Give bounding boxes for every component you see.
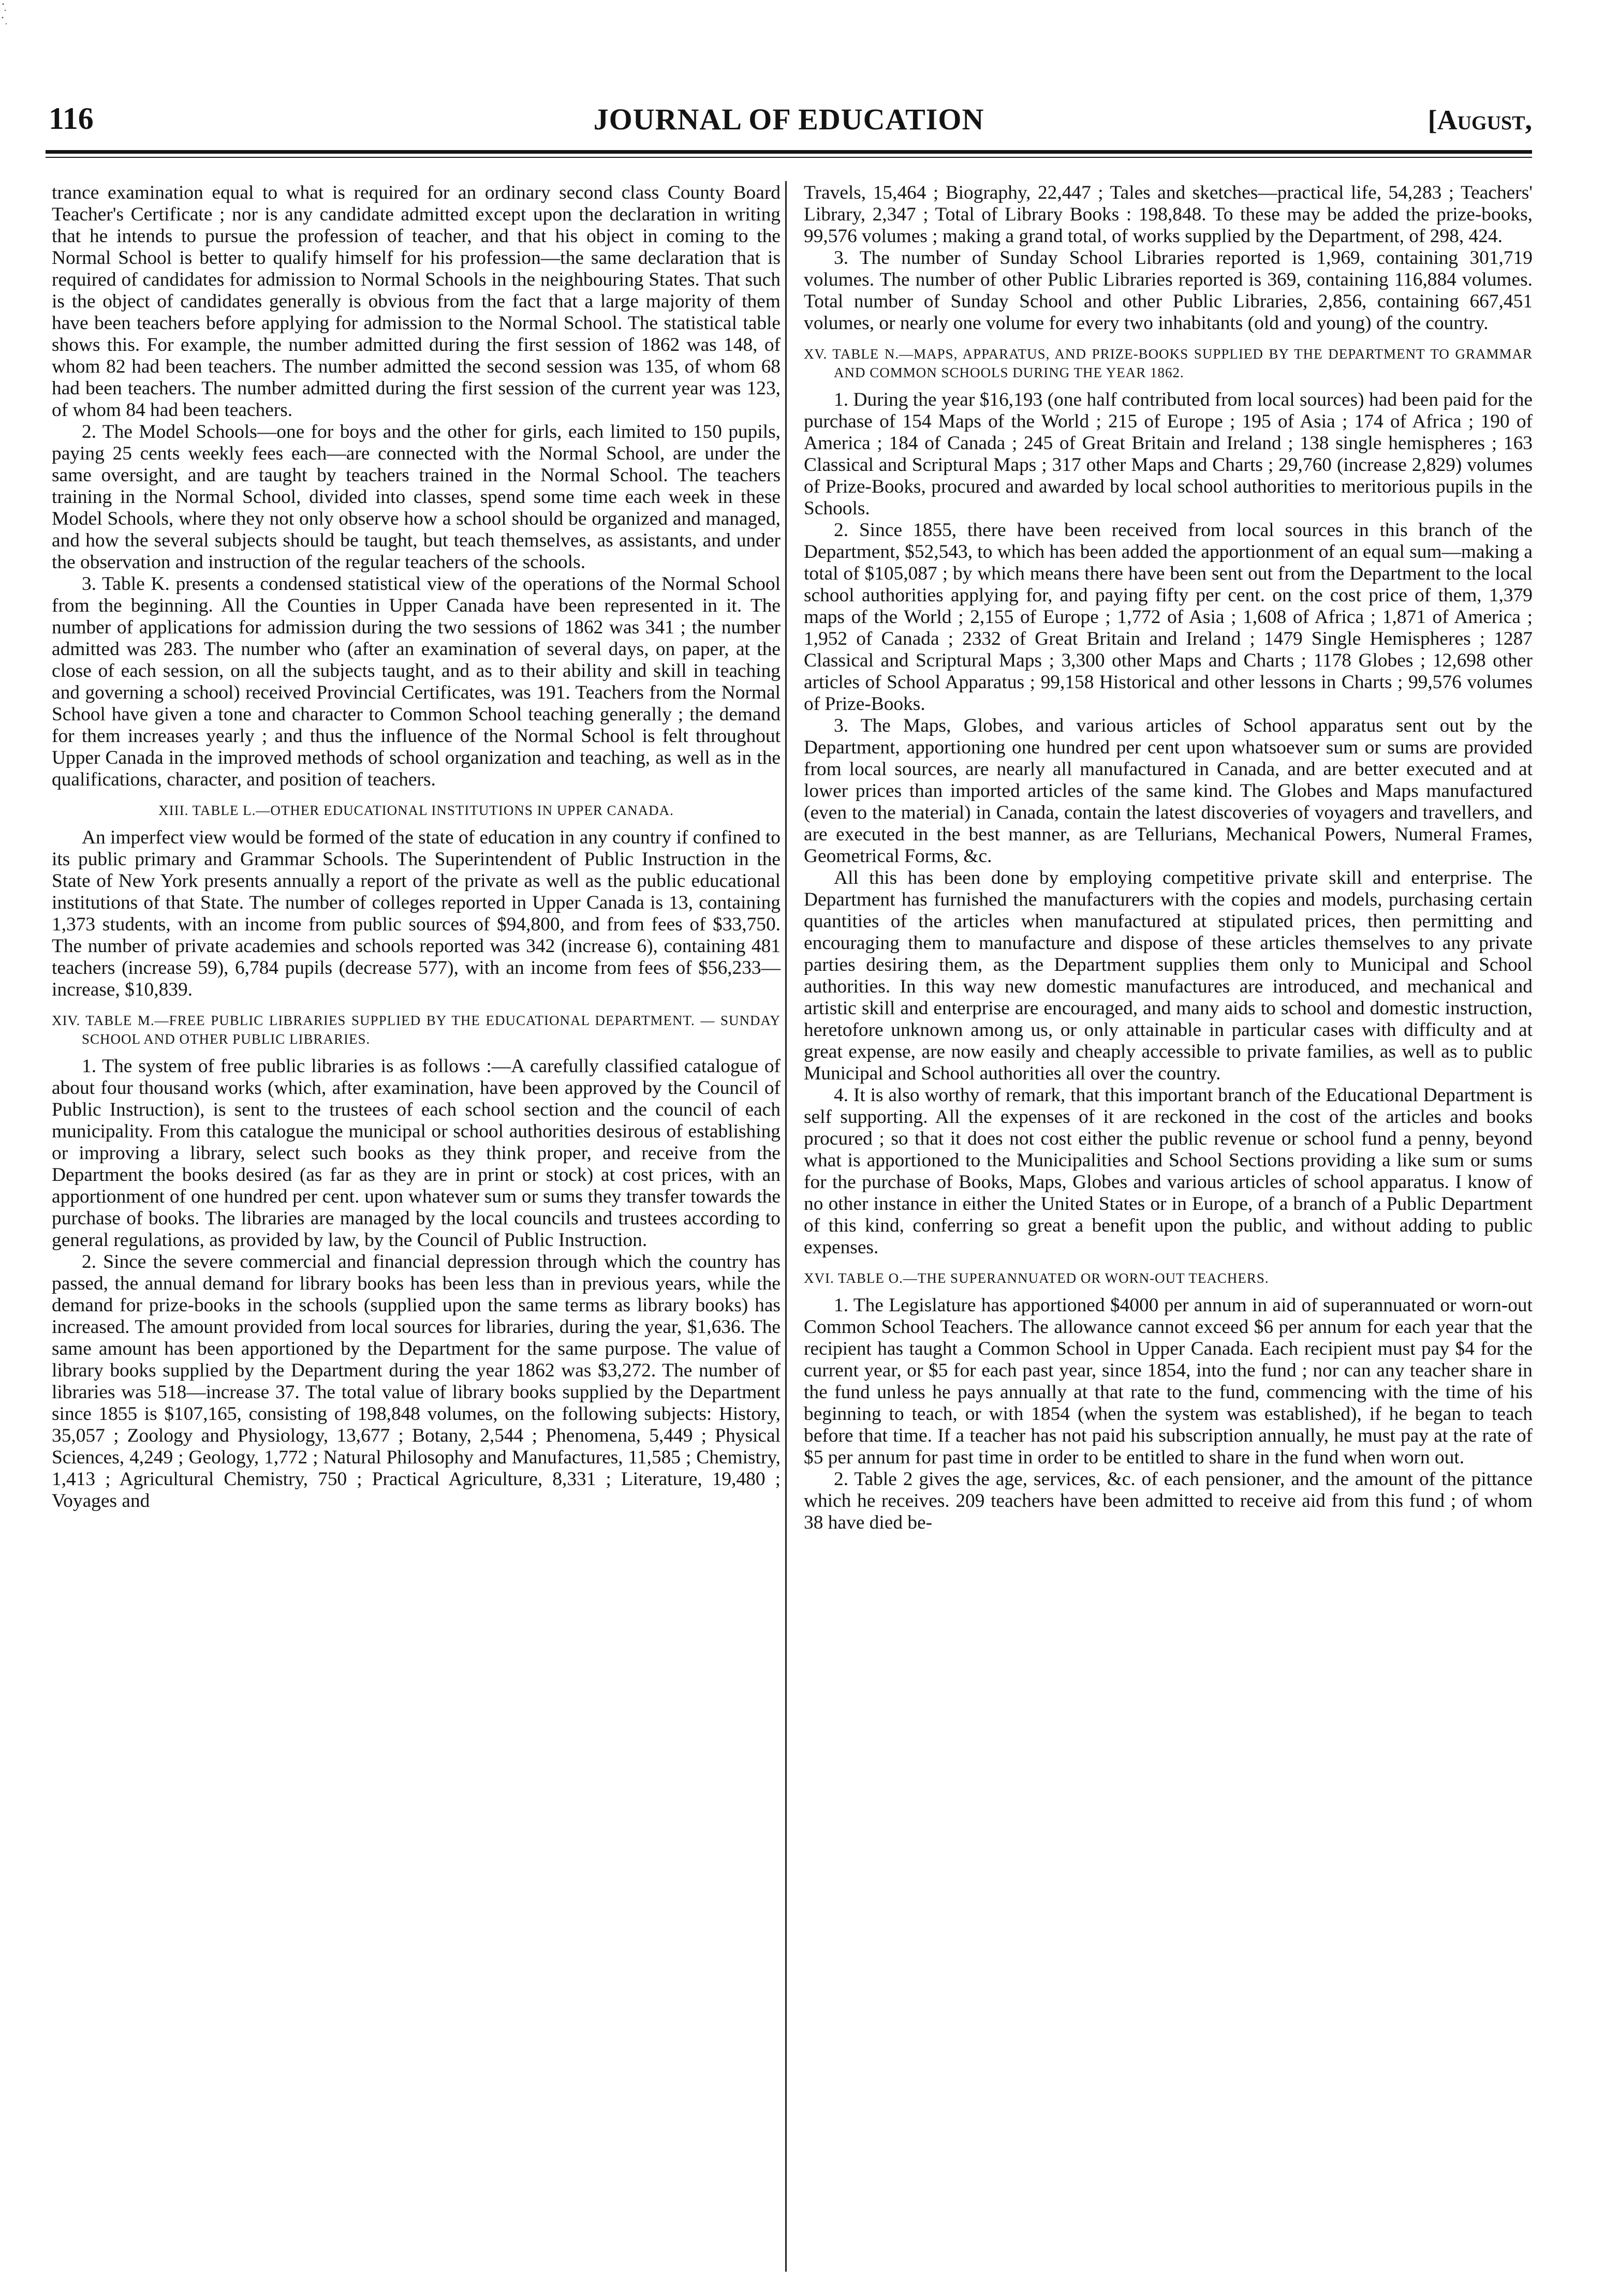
margin-specks — [0, 0, 10, 31]
header-rule-thin — [46, 157, 1532, 158]
paragraph: 4. It is also worthy of remark, that this important branch of the Educational Department is self supporting. All the expenses of it are reckoned in the cost of the articles and books procured ; so that it does not cost either the public revenue or school fund a penny, beyond what is apportioned to the Municipalities and School Sections providing a like sum or sums for the purchase of Books, Maps, Globes and various articles of school apparatus. I know of no other instance in either the United States or in Europe, of a branch of a Public Department of this kind, conferring so great a benefit upon the public, and without adding to public expenses. — [804, 1085, 1533, 1258]
paragraph: 3. The number of Sunday School Libraries reported is 1,969, containing 301,719 volumes. The number of other Public Libraries reported is 369, containing 116,884 volumes. Total number of Sunday School and other Public Libraries, 2,856, containing 667,451 volumes, or nearly one volume for every two inhabitants (old and young) of the country. — [804, 247, 1533, 334]
paragraph: 2. Since 1855, there have been received from local sources in this branch of the Department, $52,543, to which has been added the apportionment of an equal sum—making a total of $105,087 ; by which means there have been sent out from the Department to the local school authorities applying for, and paying fifty per cent. on the cost price of them, 1,379 maps of the World ; 2,155 of Europe ; 1,772 of Asia ; 1,608 of Africa ; 1,871 of America ; 1,952 of Canada ; 2332 of Great Britain and Ireland ; 1479 Single Hemispheres ; 1287 Classical and Scriptural Maps ; 3,300 other Maps and Charts ; 1178 Globes ; 12,698 other articles of School Apparatus ; 99,158 Historical and other lessons in Charts ; 99,576 volumes of Prize-Books. — [804, 520, 1533, 715]
paragraph: 1. The system of free public libraries is as follows :—A carefully classified catalogue of about four thousand works (which, after examination, have been approved by the Council of Public Instruction), is sent to the trustees of each school section and the council of each municipality. From this catalogue the municipal or school authorities desirous of establishing or improving a library, select such books as they think proper, and receive from the Department the books desired (as far as they are in print or stock) at cost prices, with an apportionment of one hundred per cent. upon whatever sum or sums they transfer towards the purchase of books. The libraries are managed by the local councils and trustees according to general regulations, as provided by law, by the Council of Public Instruction. — [52, 1056, 781, 1251]
paragraph: 2. Table 2 gives the age, services, &c. of each pensioner, and the amount of the pittance which he receives. 209 teachers have been admitted to receive aid from this fund ; of whom 38 have died be- — [804, 1469, 1533, 1533]
paragraph: 1. The Legislature has apportioned $4000 per annum in aid of superannuated or worn-out Common School Teachers. The allowance cannot exceed $6 per annum for each year that the recipient has taught a Common School in Upper Canada. Each recipient must pay $4 for the current year, or $5 for each past year, since 1854, into the fund ; nor can any teacher share in the fund unless he pays annually at that rate to the fund, commencing with the time of his beginning to teach, or with 1854 (when the system was established), if he began to teach before that time. If a teacher has not paid his subscription annually, he must pay at the rate of $5 per annum for past time in order to be entitled to share in the fund when worn out. — [804, 1295, 1533, 1468]
header-rule — [46, 150, 1532, 154]
paragraph: All this has been done by employing competitive private skill and enterprise. The Department has furnished the manufacturers with the copies and models, purchasing certain quantities of the articles when manufactured at stipulated prices, then permitting and encouraging them to manufacture and dispose of these articles themselves to any private parties desiring them, as the Department supplies them only to Municipal and School authorities. In this way new domestic manufactures are introduced, and mechanical and artistic skill and enterprise are encouraged, and many aids to school and domestic instruction, heretofore unknown among us, or only attainable in particular cases with difficulty and at great expense, are now easily and cheaply accessible to private families, as well as to public Municipal and School authorities all over the country. — [804, 867, 1533, 1084]
column-divider — [785, 181, 787, 2272]
paragraph: Travels, 15,464 ; Biography, 22,447 ; Tales and sketches—practical life, 54,283 ; Teachers' Library, 2,347 ; Total of Library Books : 198,848. To these may be added the prize-books, 99,576 volumes ; making a grand total, of works supplied by the Department, of 298, 424. — [804, 182, 1533, 247]
paragraph: 3. Table K. presents a condensed statistical view of the operations of the Normal School from the beginning. All the Counties in Upper Canada have been represented in it. The number of applications for admission during the two sessions of 1862 was 341 ; the number admitted was 283. The number who (after an examination of several days, on paper, at the close of each session, on all the subjects taught, and as to their ability and skill in teaching and governing a school) received Provincial Certificates, was 191. Teachers from the Normal School have given a tone and character to Common School teaching generally ; the demand for them increases yearly ; and thus the influence of the Normal School is felt throughout Upper Canada in the improved methods of school organization and teaching, as well as in the qualifications, character, and position of teachers. — [52, 573, 781, 790]
right-column — [804, 182, 1533, 1534]
left-column — [52, 182, 781, 1512]
paragraph: 1. During the year $16,193 (one half contributed from local sources) had been paid for the purchase of 154 Maps of the World ; 215 of Europe ; 195 of Asia ; 174 of Africa ; 190 of America ; 184 of Canada ; 245 of Great Britain and Ireland ; 138 single hemispheres ; 163 Classical and Scriptural Maps ; 317 other Maps and Charts ; 29,760 (increase 2,829) volumes of Prize-Books, procured and awarded by local school authorities to meritorious pupils in the Schools. — [804, 389, 1533, 519]
paragraph: 2. Since the severe commercial and financial depression through which the country has passed, the annual demand for library books has been less than in previous years, while the demand for prize-books in the schools (supplied upon the same terms as library books) has increased. The amount provided from local sources for libraries, during the year, $1,636. The same amount has been apportioned by the Department for the same purpose. The value of library books supplied by the Department during the year 1862 was $3,272. The number of libraries was 518—increase 37. The total value of library books supplied by the Department since 1855 is $107,165, consisting of 198,848 volumes, on the following subjects: History, 35,057 ; Zoology and Physiology, 13,677 ; Botany, 2,544 ; Phenomena, 5,449 ; Physical Sciences, 4,249 ; Geology, 1,772 ; Natural Philosophy and Manufactures, 11,585 ; Chemistry, 1,413 ; Agricultural Chemistry, 750 ; Practical Agriculture, 8,331 ; Literature, 19,480 ; Voyages and — [52, 1251, 781, 1512]
page-number: 116 — [49, 101, 94, 136]
section-heading-xvi: XVI. TABLE O.—THE SUPERANNUATED OR WORN-OUT TEACHERS. — [804, 1270, 1269, 1286]
paragraph: 2. The Model Schools—one for boys and the other for girls, each limited to 150 pupils, paying 25 cents weekly fees each—are connected with the Normal School, are under the same oversight, and are taught by teachers trained in the Normal School. The teachers training in the Normal School, divided into classes, spend some time each week in these Model Schools, where they not only observe how a school should be organized and managed, and how the several subjects should be taught, but teach themselves, as assistants, and under the observation and instruction of the regular teachers of the schools. — [52, 421, 781, 573]
paragraph: trance examination equal to what is required for an ordinary second class County Board Teacher's Certificate ; nor is any candidate admitted except upon the declaration in writing that he intends to pursue the profession of teacher, and that his object in coming to the Normal School is better to qualify himself for his profession—the same declaration that is required of candidates for admission to Normal Schools in the neighbouring States. That such is the object of candidates generally is obvious from the fact that a large majority of them have been teachers before applying for admission to the Normal School. The statistical table shows this. For example, the number admitted during the first session of 1862 was 148, of whom 82 had been teachers. The number admitted the second session was 135, of whom 68 had been teachers. The number admitted during the first session of the current year was 123, of whom 84 had been teachers. — [52, 182, 781, 421]
journal-title: JOURNAL OF EDUCATION — [593, 102, 984, 136]
paragraph: An imperfect view would be formed of the state of education in any country if confined to its public primary and Grammar Schools. The Superintendent of Public Instruction in the State of New York presents annually a report of the private as well as the public educational institutions of that State. The number of colleges reported in Upper Canada is 13, containing 1,373 students, with an income from public sources of $94,800, and from fees of $33,750. The number of private academies and schools reported was 342 (increase 6), containing 481 teachers (increase 59), 6,784 pupils (decrease 577), with an income from fees of $56,233—increase, $10,839. — [52, 827, 781, 1000]
header-month: [August, — [1427, 105, 1532, 136]
paragraph: 3. The Maps, Globes, and various articles of School apparatus sent out by the Department, apportioning one hundred per cent upon whatsoever sum or sums are provided from local sources, are nearly all manufactured in Canada, and are better executed and at lower prices than imported articles of the same kind. The Globes and Maps manufactured (even to the material) in Canada, contain the latest discoveries of voyagers and travellers, and are executed in the best manner, as are Tellurians, Mechanical Powers, Numeral Frames, Geometrical Forms, &c. — [804, 715, 1533, 867]
running-header — [46, 96, 1532, 142]
section-heading-xiii: XIII. TABLE L.—OTHER EDUCATIONAL INSTITUTIONS IN UPPER CANADA. — [158, 803, 674, 818]
section-heading-xv: XV. TABLE N.—MAPS, APPARATUS, AND PRIZE-BOOKS SUPPLIED BY THE DEPARTMENT TO GRAMMAR AND COMMON SCHOOLS DURING THE YEAR 1862. — [804, 346, 1533, 380]
section-heading-xiv: XIV. TABLE M.—FREE PUBLIC LIBRARIES SUPPLIED BY THE EDUCATIONAL DEPARTMENT. — SUNDAY SCHOOL AND OTHER PUBLIC LIBRARIES. — [52, 1013, 781, 1047]
